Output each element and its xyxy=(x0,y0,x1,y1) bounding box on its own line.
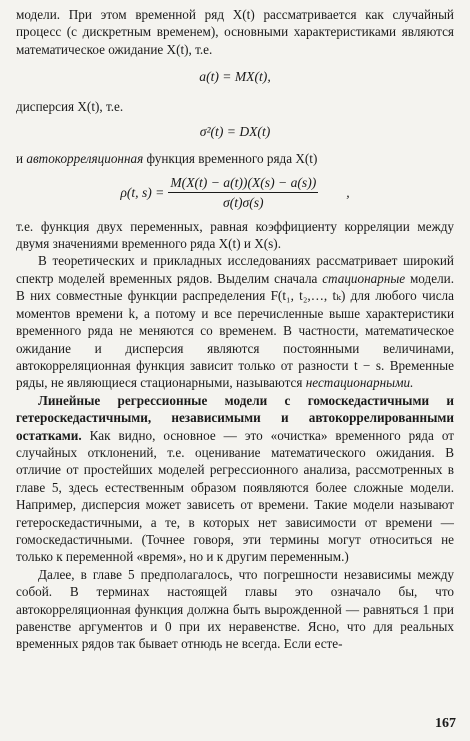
paragraph-errors: Далее, в главе 5 предполагалось, что погрешности независимы между собой. В терминах настоящей главы это означало бы, что автокорреляционная функция должна быть вырожденной — равняться 1 при равенстве аргументов и 0 при их неравенстве. Ясно, что для реальных временных рядов так бывает отнюдь не всегда. Если есте- xyxy=(16,566,454,652)
formula-expectation: a(t) = MX(t), xyxy=(199,69,271,85)
term-nonstationary: нестационарными. xyxy=(305,375,414,391)
page-number: 167 xyxy=(435,715,456,731)
paragraph-intro: модели. При этом временной ряд X(t) рассматривается как случайный процесс (с дискретным временем), основными характеристиками являются математическое ожидание X(t), т.е. xyxy=(16,7,454,57)
formula-autocorrelation xyxy=(16,174,454,212)
section-heading: Линейные регрессионные модели с гомоскедастичными и гетероскедастичными, независимыми и автокоррелированными остатками. xyxy=(16,392,454,443)
fraction-numerator: M(X(t) − a(t))(X(s) − a(s)) xyxy=(168,174,318,193)
term-autocorrelation: автокорреляционная xyxy=(26,151,144,167)
paragraph-linear-regression xyxy=(16,392,454,566)
term-stationary: стационарные xyxy=(322,270,406,286)
text-fragment: В теоретических и прикладных исследованиях рассматривает широкий спектр моделей временных рядов. Выделим сначала xyxy=(16,253,454,286)
paragraph-autocorrelation-intro xyxy=(16,150,454,167)
text-fragment: и xyxy=(16,151,27,167)
formula-variance: σ²(t) = DX(t) xyxy=(199,124,271,140)
fraction-denominator: σ(t)σ(s) xyxy=(223,195,264,211)
text-fragment: модели. В них совместные функции распределения F(t₁, t₂,…, tₖ) для любого числа моментов времени k, а потому и все перечисленные выше характеристики временного ряда не меняются со временем. В частности, математическое ожидание и дисперсия являются постоянными величинами, автокорреляционная функция зависит только от разности t − s. Временные ряды, не являющиеся стационарными, называются xyxy=(16,270,455,391)
formula-comma: , xyxy=(346,185,350,201)
fraction xyxy=(168,174,318,212)
paragraph-variance-intro: дисперсия X(t), т.е. xyxy=(16,98,124,114)
formula-lhs: ρ(t, s) = xyxy=(120,185,165,201)
text-fragment: функция временного ряда X(t) xyxy=(143,151,318,167)
paragraph-correlation-definition: т.е. функция двух переменных, равная коэффициенту корреляции между двумя значениями временного ряда X(t) и X(s). xyxy=(16,218,454,252)
text-fragment: Как видно, основное — это «очистка» временного ряда от случайных отклонений, т.е. оценивание математического ожидания. В отличие от простейших моделей регрессионного анализа, рассмотренных в главе 5, здесь естественным образом появляются более сложные модели. Например, дисперсия может зависеть от времени. Такие модели называют гетероскедастичными, а те, в которых нет зависимости от времени — гомоскедастичными. (Точнее говоря, эти термины могут относиться не только к переменной «время», но и к другим переменным.) xyxy=(16,427,454,565)
paragraph-stationary xyxy=(16,252,454,391)
